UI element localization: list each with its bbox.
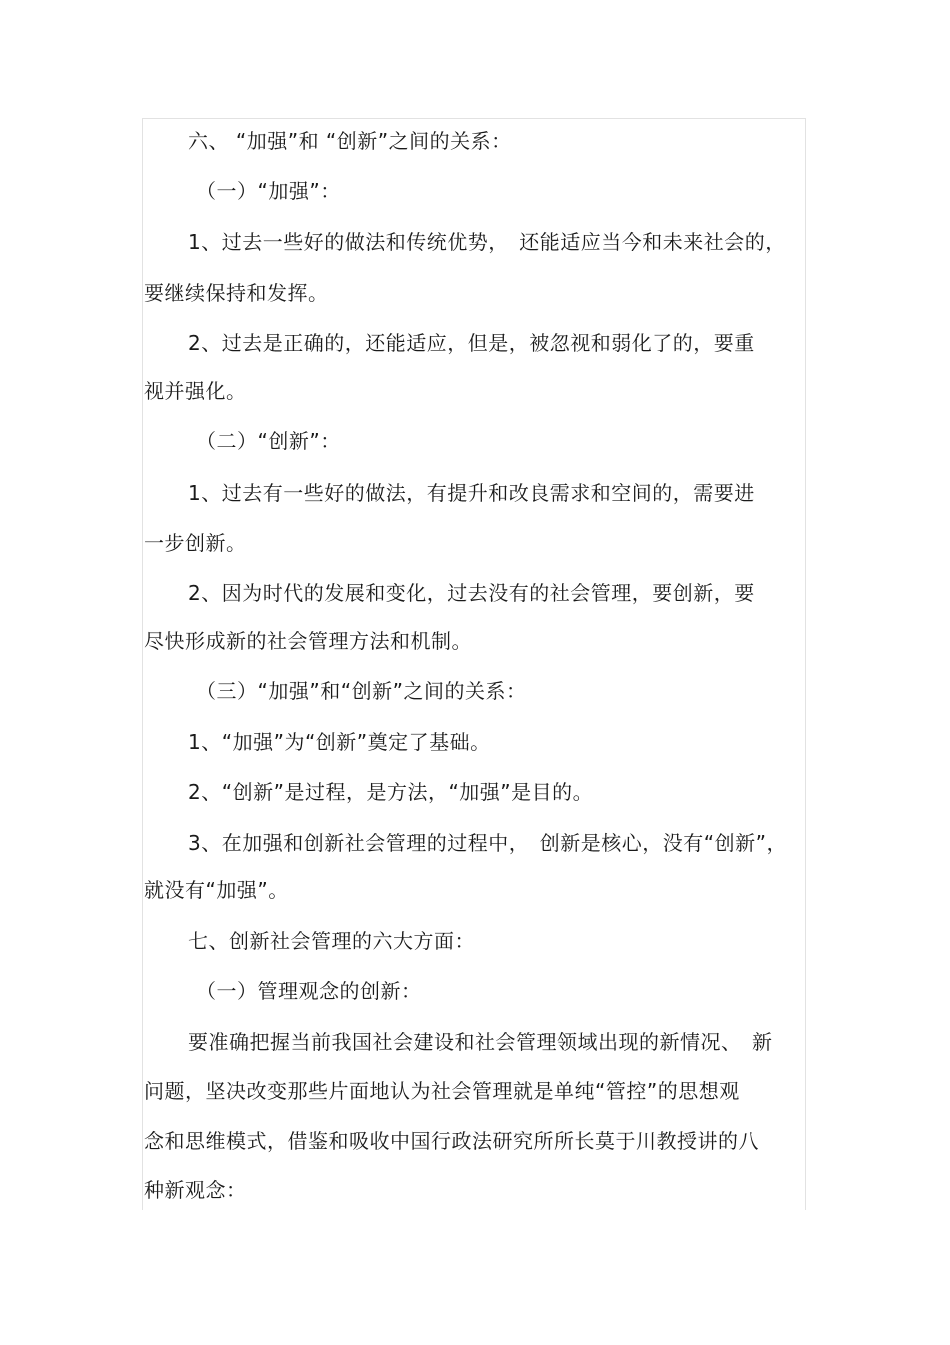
subsection-heading-innovate: （二）“创新”： — [196, 429, 341, 453]
paragraph-line: 视并强化。 — [144, 379, 247, 403]
paragraph-line: 2、因为时代的发展和变化，过去没有的社会管理，要创新，要 — [188, 581, 755, 605]
paragraph-line: 问题，坚决改变那些片面地认为社会管理就是单纯“管控”的思想观 — [144, 1079, 740, 1103]
section-heading-7: 七、创新社会管理的六大方面： — [188, 929, 475, 953]
paragraph-line: 种新观念： — [144, 1178, 247, 1202]
paragraph-line: 1、过去一些好的做法和传统优势， 还能适应当今和未来社会的， — [188, 230, 786, 254]
paragraph-line: 要继续保持和发挥。 — [144, 281, 329, 305]
subsection-heading-strengthen: （一）“加强”： — [196, 179, 341, 203]
paragraph-line: 一步创新。 — [144, 531, 247, 555]
paragraph-line: 2、“创新”是过程，是方法，“加强”是目的。 — [188, 780, 594, 804]
subsection-heading-relation: （三）“加强”和“创新”之间的关系： — [196, 679, 527, 703]
paragraph-line: 念和思维模式，借鉴和吸收中国行政法研究所所长莫于川教授讲的八 — [144, 1129, 759, 1153]
subsection-heading-concept: （一）管理观念的创新： — [196, 979, 422, 1003]
paragraph-line: 就没有“加强”。 — [144, 878, 289, 902]
paragraph-line: 要准确把握当前我国社会建设和社会管理领域出现的新情况、 新 — [188, 1030, 773, 1054]
paragraph-line: 1、过去有一些好的做法，有提升和改良需求和空间的，需要进 — [188, 481, 755, 505]
paragraph-line: 2、过去是正确的，还能适应，但是，被忽视和弱化了的，要重 — [188, 331, 755, 355]
paragraph-line: 1、“加强”为“创新”奠定了基础。 — [188, 730, 491, 754]
paragraph-line: 3、在加强和创新社会管理的过程中， 创新是核心，没有“创新”， — [188, 831, 787, 855]
paragraph-line: 尽快形成新的社会管理方法和机制。 — [144, 629, 472, 653]
section-heading-6: 六、 “加强”和 “创新”之间的关系： — [188, 129, 512, 153]
